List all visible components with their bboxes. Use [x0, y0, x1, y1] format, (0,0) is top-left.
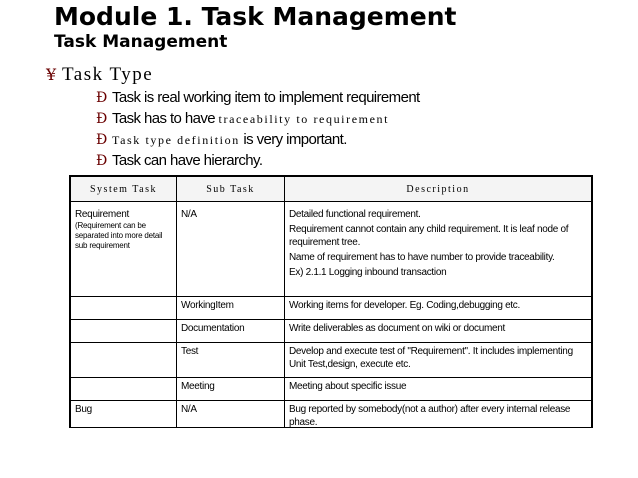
yen-bullet-icon: ¥ [46, 65, 57, 84]
outline-level1 [46, 64, 153, 86]
description-cell: Bug reported by somebody(not a author) after every internal release phase. [285, 401, 592, 429]
table-header-row [71, 177, 592, 202]
table-row [71, 320, 592, 343]
description-line: Name of requirement has to have number to provide traceability. [289, 252, 555, 263]
outline-item-text: is very important. [239, 131, 347, 148]
table-row [71, 378, 592, 401]
task-table [70, 176, 592, 428]
eth-bullet-icon: Ð [96, 90, 108, 106]
outline-item-3 [96, 130, 347, 150]
system-task-cell [71, 202, 177, 297]
header-sub-task: Sub Task [177, 177, 285, 202]
description-line: Requirement cannot contain any child requirement. It is leaf node of requirement tree. [289, 224, 569, 248]
header-system-task: System Task [71, 177, 177, 202]
outline-item-serif-text: Task type definition [112, 133, 240, 147]
description-line: Detailed functional requirement. [289, 209, 421, 220]
system-task-cell [71, 343, 177, 378]
task-type-table [69, 175, 593, 428]
description-cell: Write deliverables as document on wiki or document [285, 320, 592, 343]
system-task-cell [71, 297, 177, 320]
outline-level1-text: Task Type [62, 64, 154, 85]
outline-item-serif-text: traceability to requirement [218, 112, 390, 126]
table-row [71, 297, 592, 320]
header-description: Description [285, 177, 592, 202]
eth-bullet-icon: Ð [96, 153, 108, 169]
table-row [71, 401, 592, 429]
system-task-cell: Bug [71, 401, 177, 429]
description-cell [285, 202, 592, 297]
description-cell: Working items for developer. Eg. Coding,debugging etc. [285, 297, 592, 320]
eth-bullet-icon: Ð [96, 111, 108, 127]
description-cell: Meeting about specific issue [285, 378, 592, 401]
sub-task-cell: Documentation [177, 320, 285, 343]
slide-title: Module 1. Task Management [54, 2, 457, 31]
system-task-name: Requirement [75, 209, 129, 220]
description-line: Ex) 2.1.1 Logging inbound transaction [289, 267, 447, 278]
outline-item-text: Task has to have [112, 110, 219, 127]
outline-item-4 [96, 151, 262, 171]
sub-task-cell: N/A [177, 202, 285, 297]
slide-subtitle: Task Management [54, 32, 228, 52]
outline-item-text: Task is real working item to implement requirement [112, 89, 420, 106]
sub-task-cell: Meeting [177, 378, 285, 401]
table-row [71, 202, 592, 297]
description-cell: Develop and execute test of "Requirement". It includes implementing Unit Test,design, execute etc. [285, 343, 592, 378]
sub-task-cell: Test [177, 343, 285, 378]
system-task-note: (Requirement can be separated into more detail sub requirement [75, 221, 163, 250]
table-row [71, 343, 592, 378]
outline-item-2 [96, 109, 389, 129]
outline-item-1 [96, 88, 420, 108]
sub-task-cell: WorkingItem [177, 297, 285, 320]
sub-task-cell: N/A [177, 401, 285, 429]
eth-bullet-icon: Ð [96, 132, 108, 148]
outline-item-text: Task can have hierarchy. [112, 152, 263, 169]
system-task-cell [71, 378, 177, 401]
system-task-cell [71, 320, 177, 343]
